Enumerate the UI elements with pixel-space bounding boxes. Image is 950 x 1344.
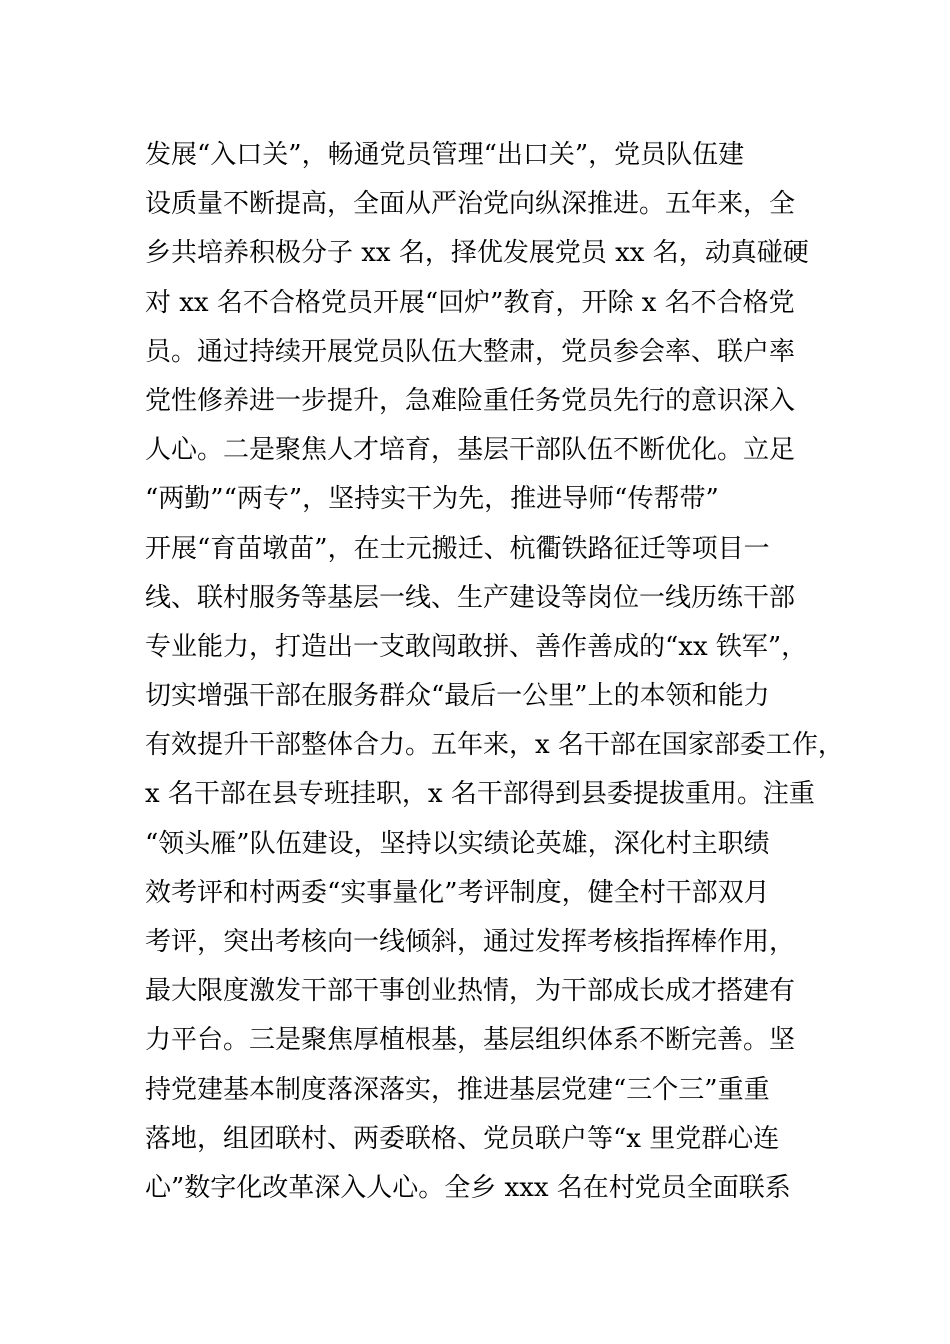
text-line: 切实增强干部在服务群众“最后一公里”上的本领和能力 (145, 681, 770, 712)
text-line: “领头雁”队伍建设，坚持以实绩论英雄，深化村主职绩 (145, 828, 770, 859)
text-line: 考评，突出考核向一线倾斜，通过发挥考核指挥棒作用， (145, 927, 796, 957)
text-line: 党性修养进一步提升，急难险重任务党员先行的意识深入 (145, 385, 796, 416)
text-line: 有效提升干部整体合力。五年来，x 名干部在国家部委工作， (145, 730, 844, 761)
text-line: 开展“育苗墩苗”，在士元搬迁、杭衢铁路征迁等项目一 (145, 533, 770, 564)
text-line: 专业能力，打造出一支敢闯敢拼、善作善成的“xx 铁军”， (145, 631, 808, 662)
text-line: 效考评和村两委“实事量化”考评制度，健全村干部双月 (145, 877, 770, 908)
text-line: 落地，组团联村、两委联格、党员联户等“x 里党群心连 (145, 1123, 780, 1154)
text-line: “两勤”“两专”，坚持实干为先，推进导师“传帮带” (145, 484, 719, 515)
text-line: x 名干部在县专班挂职，x 名干部得到县委提拔重用。注重 (145, 779, 815, 810)
text-line: 对 xx 名不合格党员开展“回炉”教育，开除 x 名不合格党 (145, 287, 795, 318)
text-line: 最大限度激发干部干事创业热情，为干部成长成才搭建有 (145, 976, 796, 1007)
body-text (145, 131, 844, 1213)
text-line: 发展“入口关”，畅通党员管理“出口关”，党员队伍建 (145, 140, 745, 170)
text-line: 线、联村服务等基层一线、生产建设等岗位一线历练干部 (145, 582, 796, 613)
text-line: 心”数字化改革深入人心。全乡 xxx 名在村党员全面联系 (145, 1172, 791, 1203)
text-line: 员。通过持续开展党员队伍大整肃，党员参会率、联户率 (145, 336, 796, 367)
text-line: 持党建基本制度落深落实，推进基层党建“三个三”重重 (145, 1074, 770, 1105)
text-line: 乡共培养积极分子 xx 名，择优发展党员 xx 名，动真碰硬 (145, 238, 809, 269)
text-line: 设质量不断提高，全面从严治党向纵深推进。五年来，全 (145, 189, 796, 220)
text-line: 人心。二是聚焦人才培育，基层干部队伍不断优化。立足 (145, 435, 796, 466)
text-line: 力平台。三是聚焦厚植根基，基层组织体系不断完善。坚 (145, 1025, 796, 1056)
